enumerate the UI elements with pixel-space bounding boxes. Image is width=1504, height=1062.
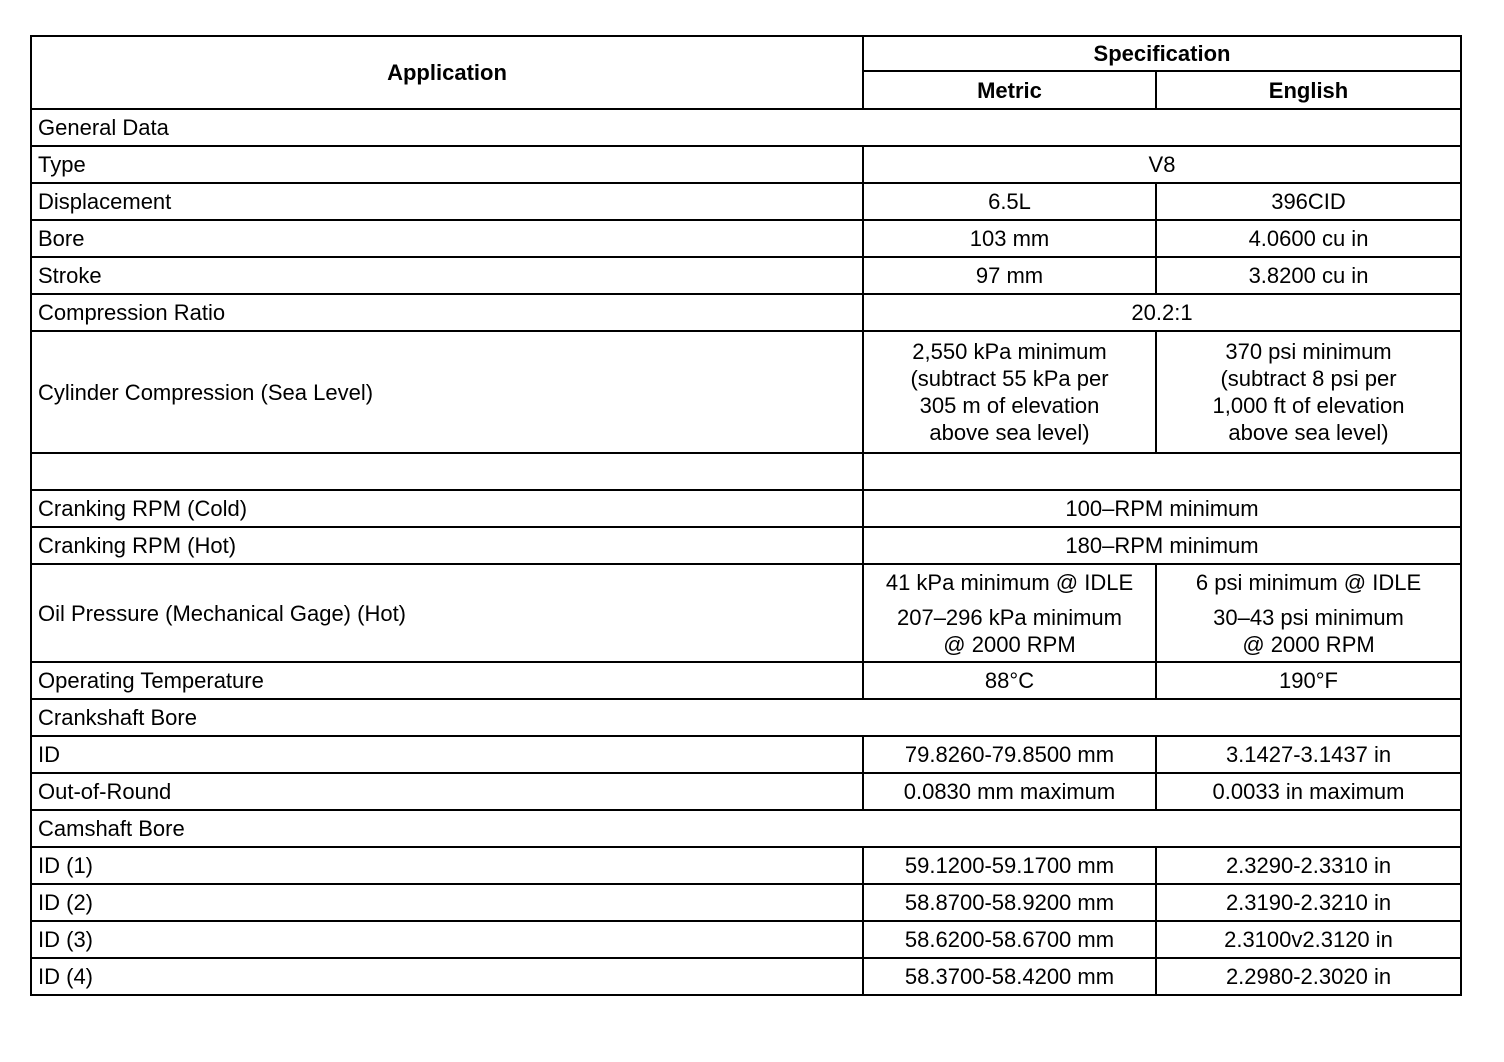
metric-value: 88°C [863,662,1156,699]
english-value: 0.0033 in maximum [1156,773,1461,810]
row-value: 180–RPM minimum [863,527,1461,564]
header-row-1 [31,36,1461,71]
row-value: 100–RPM minimum [863,490,1461,527]
metric-value: 97 mm [863,257,1156,294]
metric-line: 305 m of elevation [919,393,1100,418]
table-row [31,257,1461,294]
row-label: ID (3) [31,921,863,958]
english-line: (subtract 8 psi per [1220,366,1397,391]
row-value: 20.2:1 [863,294,1461,331]
application-header: Application [31,36,863,109]
metric-line: (subtract 55 kPa per [910,366,1109,391]
english-line: 1,000 ft of elevation [1212,393,1405,418]
table-row [31,294,1461,331]
row-label: ID [31,736,863,773]
metric-value: 58.8700-58.9200 mm [863,884,1156,921]
row-label: Oil Pressure (Mechanical Gage) (Hot) [31,564,863,662]
metric-line: 41 kPa minimum @ IDLE [885,569,1134,595]
table-row [31,564,1461,662]
empty-row [31,453,1461,490]
english-line: above sea level) [1228,420,1389,445]
row-label: Cranking RPM (Hot) [31,527,863,564]
metric-line: 2,550 kPa minimum [912,339,1107,364]
english-value: 2.3100v2.3120 in [1156,921,1461,958]
row-label: ID (2) [31,884,863,921]
english-value: 3.8200 cu in [1156,257,1461,294]
row-label: Cranking RPM (Cold) [31,490,863,527]
english-value: 2.3290-2.3310 in [1156,847,1461,884]
english-header: English [1156,71,1461,109]
empty-cell [31,453,863,490]
table-row [31,662,1461,699]
table-row [31,490,1461,527]
english-value: 190°F [1156,662,1461,699]
metric-value [863,564,1156,662]
english-line: 30–43 psi minimum [1213,604,1404,630]
row-value: V8 [863,146,1461,183]
row-label: ID (4) [31,958,863,995]
english-line: @ 2000 RPM [1242,631,1375,657]
metric-value: 58.6200-58.6700 mm [863,921,1156,958]
row-label: Bore [31,220,863,257]
english-value [1156,331,1461,453]
metric-line: @ 2000 RPM [943,631,1076,657]
metric-value: 0.0830 mm maximum [863,773,1156,810]
english-value: 2.2980-2.3020 in [1156,958,1461,995]
row-label: ID (1) [31,847,863,884]
row-label: Stroke [31,257,863,294]
english-value: 3.1427-3.1437 in [1156,736,1461,773]
english-value: 396CID [1156,183,1461,220]
metric-line: above sea level) [929,420,1090,445]
metric-value: 79.8260-79.8500 mm [863,736,1156,773]
metric-value: 58.3700-58.4200 mm [863,958,1156,995]
metric-value: 59.1200-59.1700 mm [863,847,1156,884]
table-row [31,773,1461,810]
table-row [31,220,1461,257]
section-row [31,810,1461,847]
table-row [31,527,1461,564]
row-label: Displacement [31,183,863,220]
english-value: 2.3190-2.3210 in [1156,884,1461,921]
english-value: 4.0600 cu in [1156,220,1461,257]
table-row [31,183,1461,220]
table-row [31,331,1461,453]
section-row [31,699,1461,736]
table-row [31,736,1461,773]
table-row [31,958,1461,995]
section-crankshaft-bore: Crankshaft Bore [31,699,1461,736]
metric-value: 6.5L [863,183,1156,220]
table-row [31,921,1461,958]
row-label: Operating Temperature [31,662,863,699]
row-label: Compression Ratio [31,294,863,331]
english-value [1156,564,1461,662]
table-row [31,847,1461,884]
metric-header: Metric [863,71,1156,109]
metric-value [863,331,1156,453]
table-row [31,884,1461,921]
specification-header: Specification [863,36,1461,71]
spec-table [30,35,1462,996]
section-row [31,109,1461,146]
english-line: 6 psi minimum @ IDLE [1195,569,1422,595]
row-label: Out-of-Round [31,773,863,810]
section-general-data: General Data [31,109,1461,146]
table-row [31,146,1461,183]
row-label: Type [31,146,863,183]
english-line: 370 psi minimum [1225,339,1392,364]
metric-value: 103 mm [863,220,1156,257]
row-label: Cylinder Compression (Sea Level) [31,331,863,453]
empty-cell [863,453,1461,490]
metric-line: 207–296 kPa minimum [896,604,1122,630]
section-camshaft-bore: Camshaft Bore [31,810,1461,847]
